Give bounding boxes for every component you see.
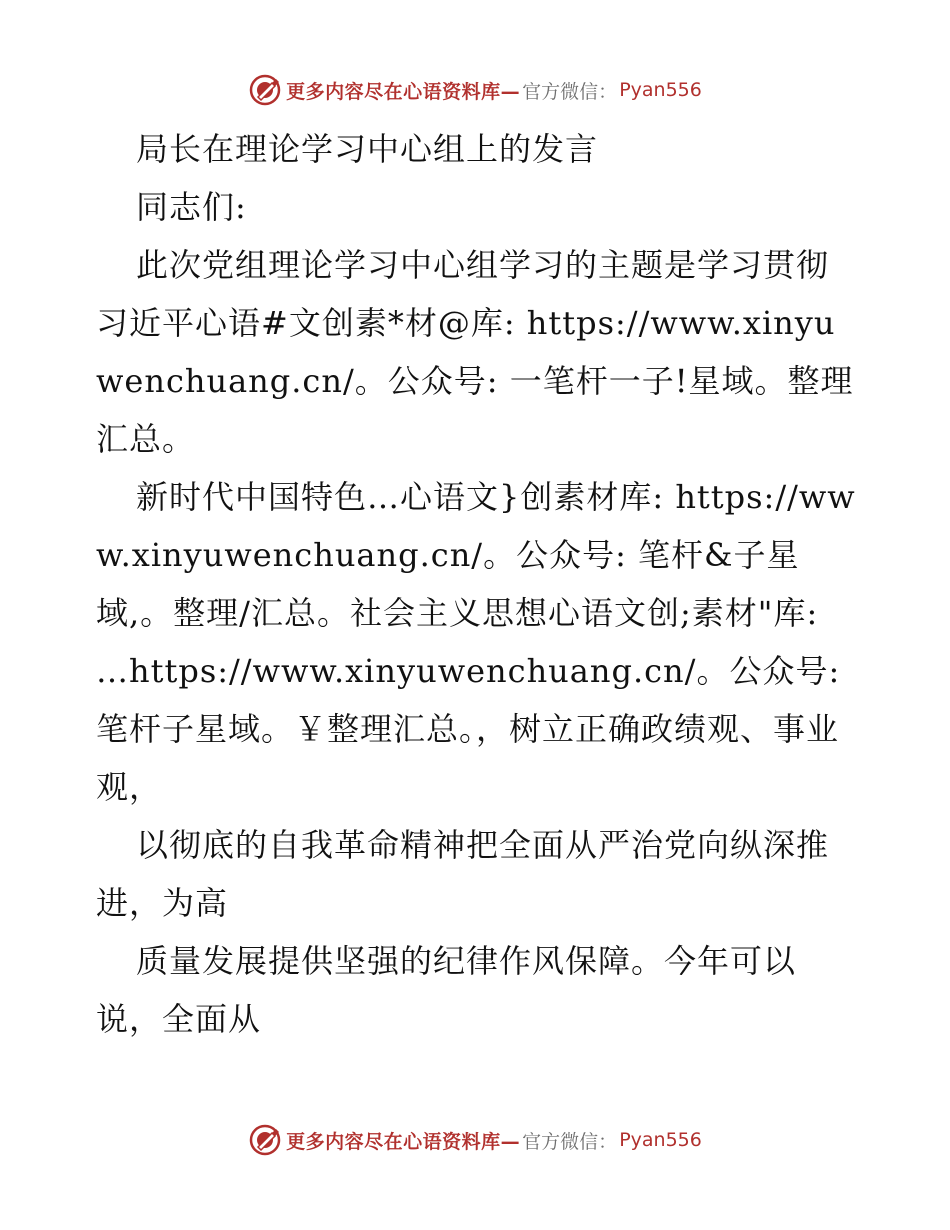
watermark-wechat-label: 官方微信： (522, 1130, 618, 1153)
paragraph-3: 以彻底的自我革命精神把全面从严治党向纵深推进，为高 (96, 826, 830, 922)
watermark-wechat-label: 官方微信： (522, 80, 618, 103)
watermark-main-text: 更多内容尽在心语资料库— (286, 80, 521, 103)
watermark-header (0, 70, 950, 110)
salutation: 同志们: (136, 188, 247, 226)
paragraph-2: 新时代中国特色…心语文}创素材库: https://www.xinyuwenchuang.cn/。公众号: 笔杆&子星域,。整理/汇总。社会主义思想心语文创;素材"库: …https://www.xinyuwenchuang.cn/。公众号: 笔杆子星域。￥整理汇总。，树立正确政绩观、事业观， (96, 478, 856, 806)
pen-logo-icon (248, 1123, 282, 1157)
watermark-footer (0, 1120, 950, 1160)
watermark-wechat-id: Pyan556 (619, 1129, 702, 1151)
watermark-main-text: 更多内容尽在心语资料库— (286, 1130, 521, 1153)
paragraph-1: 此次党组理论学习中心组学习的主题是学习贯彻习近平心语#文创素*材@库: https://www.xinyuwenchuang.cn/。公众号: 一笔杆一子!星域。整理汇总。 (96, 246, 854, 458)
paragraph-4: 质量发展提供坚强的纪律作风保障。今年可以说，全面从 (96, 942, 797, 1038)
document-title: 局长在理论学习中心组上的发言 (136, 130, 599, 168)
document-body (96, 120, 856, 1048)
watermark-wechat-id: Pyan556 (619, 79, 702, 101)
pen-logo-icon (248, 73, 282, 107)
